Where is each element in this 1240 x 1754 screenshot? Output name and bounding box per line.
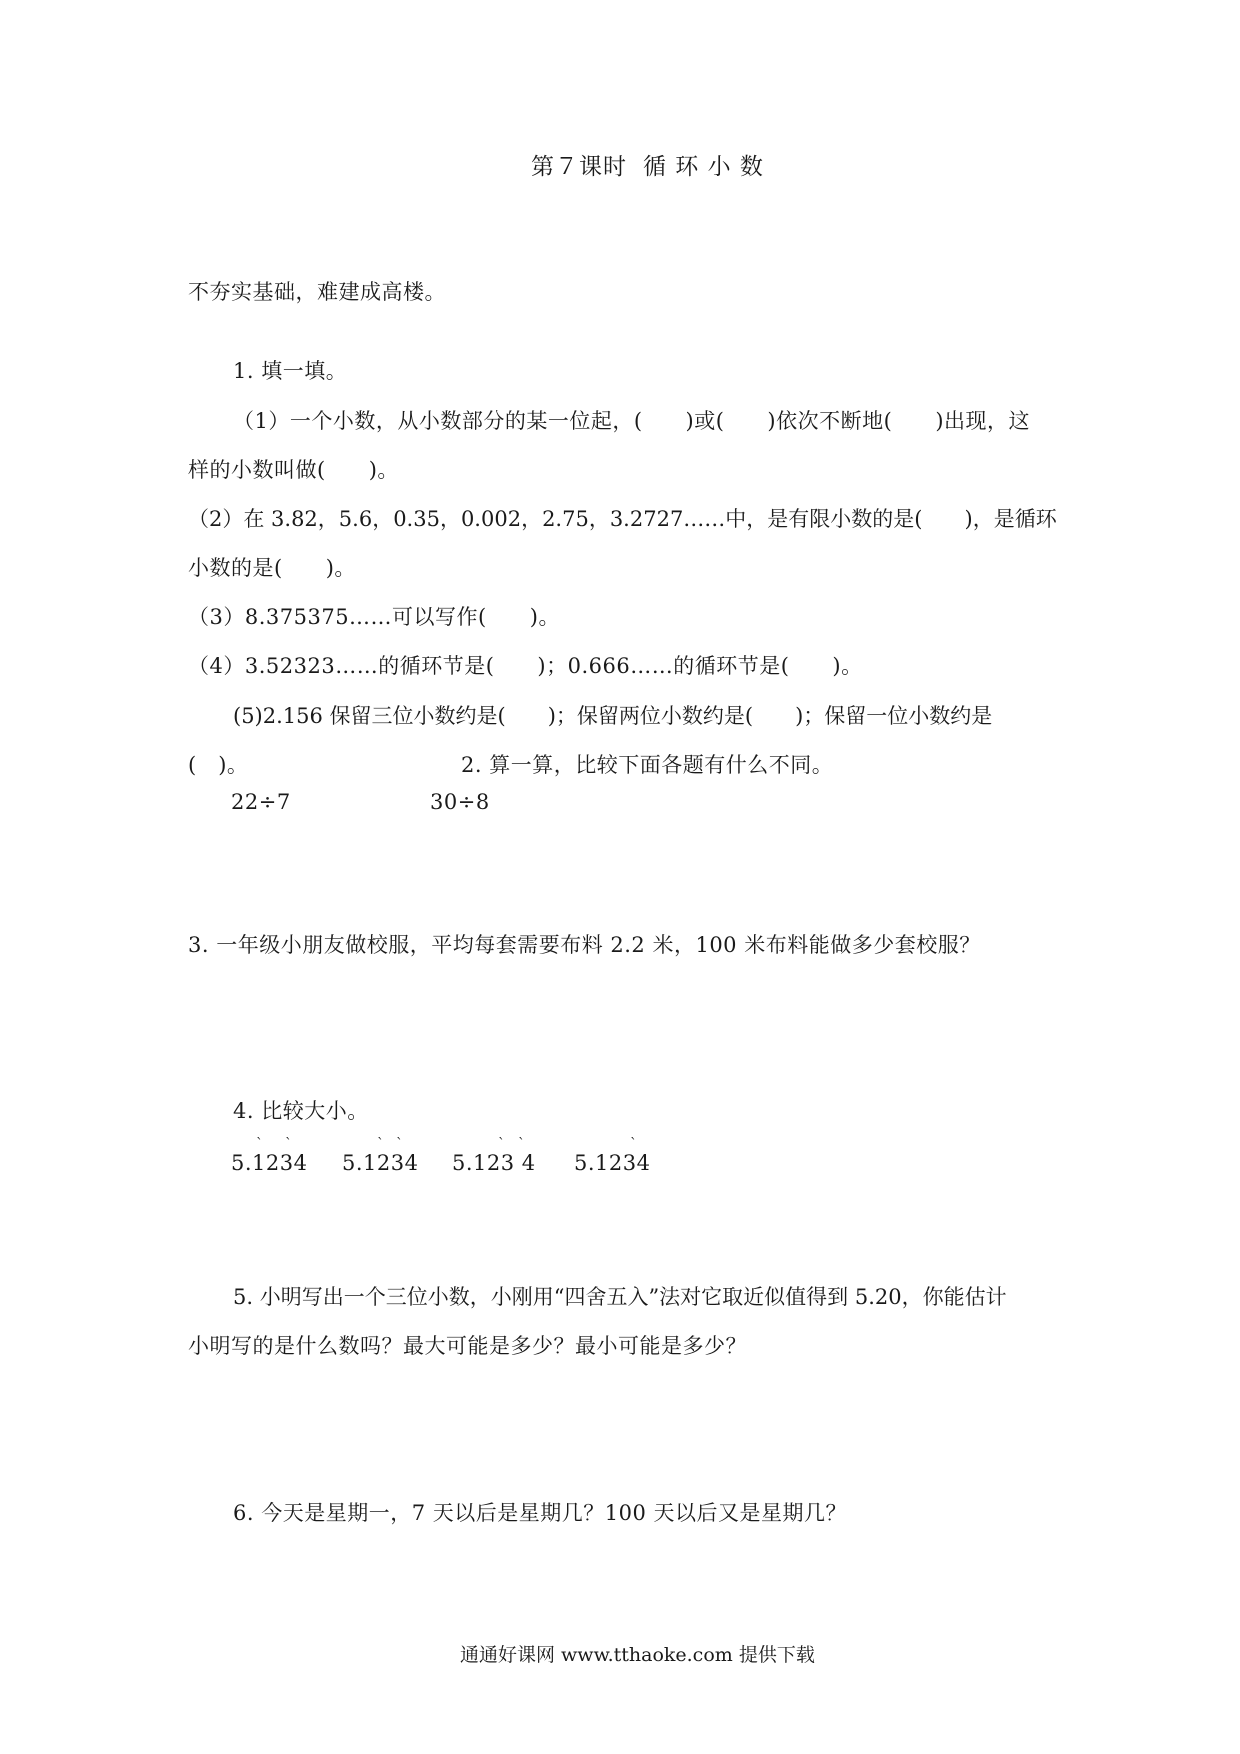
q4-number-2 [342, 1136, 419, 1175]
repeat-dot-mark: ˋ [396, 1136, 404, 1152]
q1-item1-line2: 样的小数叫做( )。 [188, 458, 399, 482]
repeat-dot-mark: ˋ [256, 1136, 264, 1152]
footer-credit: 通通好课网 www.tthaoke.com 提供下载 [460, 1644, 815, 1666]
q1-heading: 1. 填一填。 [233, 359, 348, 383]
q6-text: 6. 今天是星期一，7 天以后是星期几？100 天以后又是星期几？ [233, 1501, 848, 1525]
q4-number-1-text: 5.1234 [231, 1151, 308, 1175]
q1-item2-line2: 小数的是( )。 [188, 556, 356, 580]
motto: 不夯实基础，难建成高楼。 [188, 280, 446, 304]
repeat-dot-mark: ˋ [498, 1136, 506, 1152]
q1-item5-line1: (5)2.156 保留三位小数约是( )；保留两位小数约是( )；保留一位小数约是 [233, 704, 993, 728]
q2-heading: 2. 算一算，比较下面各题有什么不同。 [461, 753, 834, 777]
repeat-dot-mark: ˋ [518, 1136, 526, 1152]
q2-expression-a: 22÷7 [231, 790, 291, 814]
q3-text: 3. 一年级小朋友做校服，平均每套需要布料 2.2 米，100 米布料能做多少套校服？ [188, 933, 981, 957]
lesson-number: 第７课时 [531, 154, 627, 180]
q4-number-1 [231, 1136, 308, 1175]
repeat-dot-mark: ˋ [377, 1136, 385, 1152]
q4-number-2-text: 5.1234 [342, 1151, 419, 1175]
q5-line2: 小明写的是什么数吗？最大可能是多少？最小可能是多少？ [188, 1334, 747, 1358]
q4-number-4-text: 5.1234 [574, 1151, 651, 1175]
q1-item5-line2: ( )。 [188, 753, 249, 777]
q1-item3: （3）8.375375……可以写作( )。 [188, 605, 560, 629]
q4-number-3 [452, 1136, 536, 1175]
q4-number-4 [574, 1136, 651, 1175]
q1-item1-line1: （1）一个小数，从小数部分的某一位起，( )或( )依次不断地( )出现，这 [233, 409, 1031, 433]
repeat-dot-mark: ˋ [285, 1136, 293, 1152]
q4-number-3-text: 5.123 4 [452, 1151, 536, 1175]
page-title [531, 148, 764, 181]
q4-heading: 4. 比较大小。 [233, 1099, 369, 1123]
q2-expression-b: 30÷8 [430, 790, 490, 814]
q1-item2-line1: （2）在 3.82，5.6，0.35，0.002，2.75，3.2727……中，是有限小数的是( )，是循环 [188, 507, 1057, 531]
q1-item4: （4）3.52323……的循环节是( )；0.666……的循环节是( )。 [188, 654, 863, 678]
repeat-dot-mark: ˋ [630, 1136, 638, 1152]
q5-line1: 5. 小明写出一个三位小数，小刚用“四舍五入”法对它取近似值得到 5.20，你能估计 [233, 1285, 1007, 1309]
lesson-topic: 循 环 小 数 [643, 154, 764, 180]
